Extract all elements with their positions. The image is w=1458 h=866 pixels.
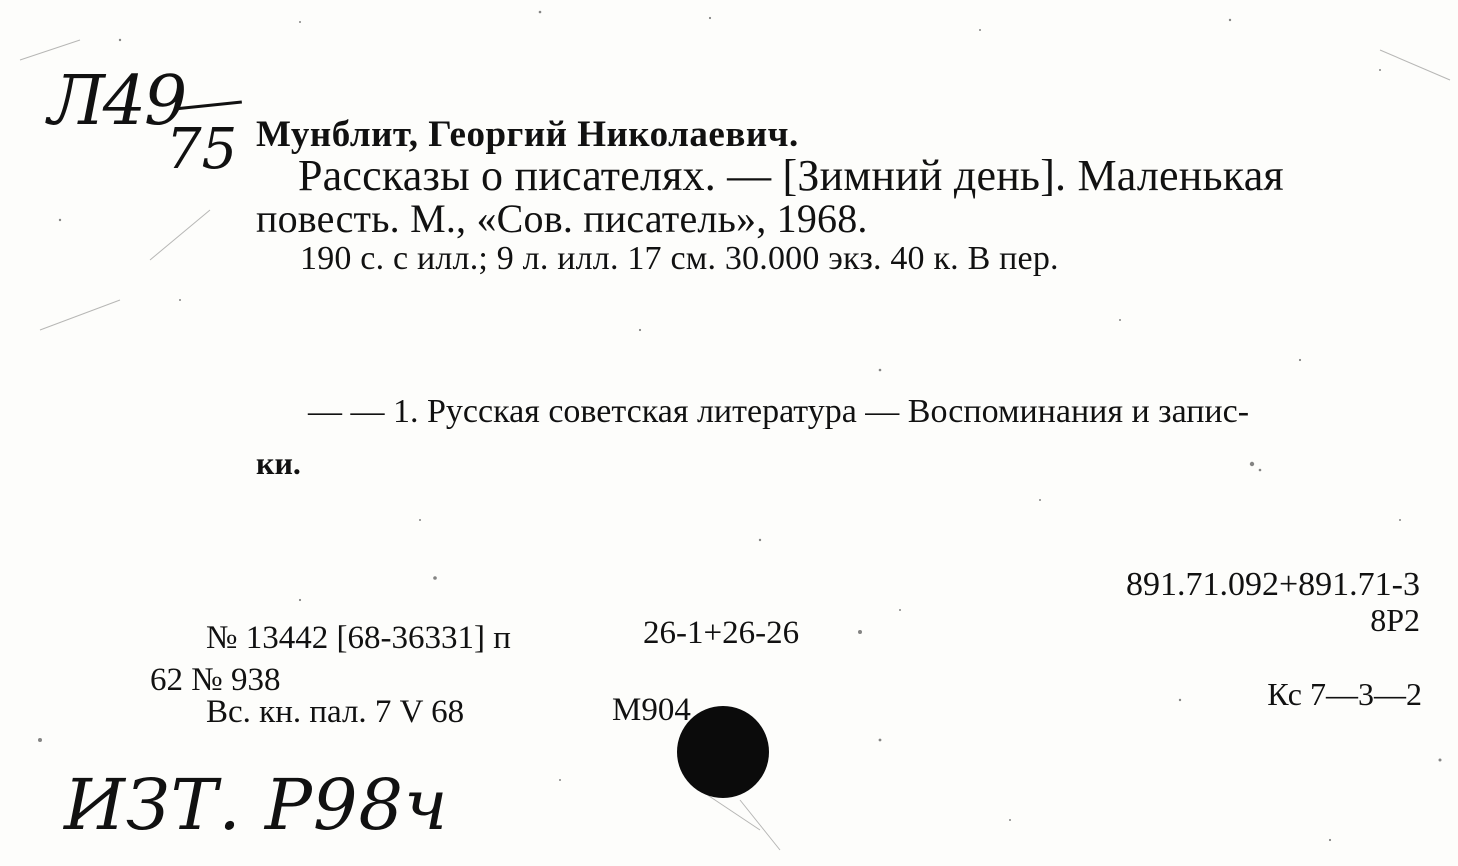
author-mark: М904 xyxy=(612,692,691,728)
shelf-mark-handwritten: Л49 xyxy=(48,62,186,141)
title-line-1: Рассказы о писателях. — [Зимний день]. Маленькая xyxy=(298,151,1284,200)
classification-bbk: 8Р2 xyxy=(1370,602,1420,638)
title-line-2: повесть. М., «Сов. писатель», 1968. xyxy=(256,196,868,241)
punch-hole xyxy=(677,706,769,798)
classification-udc: 891.71.092+891.71-3 xyxy=(1126,566,1420,603)
index-code: 26-1+26-26 xyxy=(643,615,800,651)
subject-line-1: — — 1. Русская советская литература — Воспоминания и запис- xyxy=(308,393,1250,430)
shelf-mark-handwritten-bottom: 75 xyxy=(166,117,238,182)
inventory-number-handwritten: ИЗТ. Р98ч xyxy=(64,764,449,846)
book-chamber-ref: Вс. кн. пал. 7 V 68 xyxy=(206,694,465,730)
registration-number: № 13442 [68-36331] п xyxy=(206,620,511,656)
classification-code: Кс 7—3—2 xyxy=(1267,676,1422,712)
order-number: 62 № 938 xyxy=(150,662,281,698)
subject-line-2: ки. xyxy=(256,445,301,481)
physical-description: 190 с. с илл.; 9 л. илл. 17 см. 30.000 экз. 40 к. В пер. xyxy=(300,240,1059,277)
author-heading: Мунблит, Георгий Николаевич. xyxy=(256,114,799,155)
